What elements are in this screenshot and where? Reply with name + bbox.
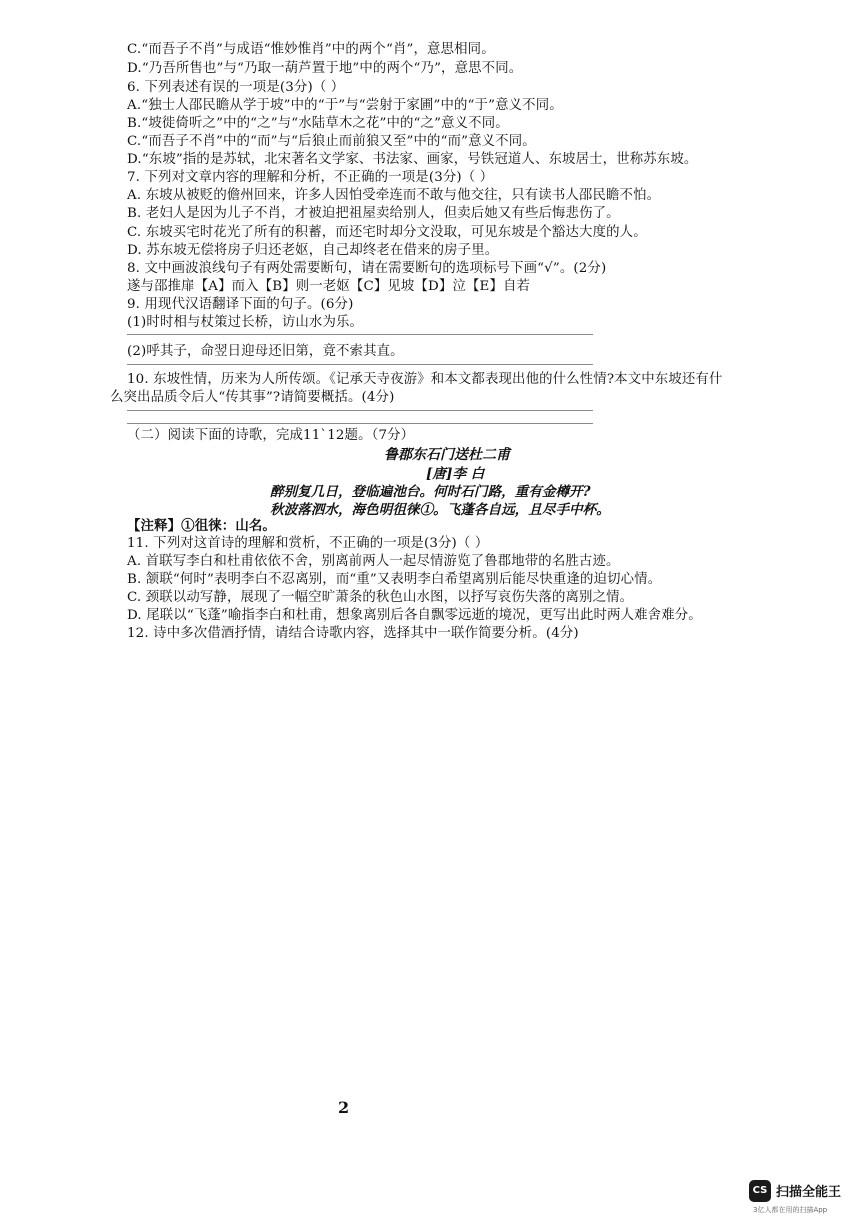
text-line: A. 首联写李白和杜甫依依不舍，别离前两人一起尽情游览了鲁郡地带的名胜古迹。 <box>127 554 620 569</box>
answer-line <box>127 410 593 411</box>
text-line: 遂与邵推扉【A】而入【B】则一老妪【C】见坡【D】泣【E】自若 <box>127 279 531 294</box>
text-line: (2)呼其子，命翌日迎母还旧第，竟不索其直。 <box>127 344 404 359</box>
text-line: C.“而吾子不肖”中的“而”与“后狼止而前狼又至”中的“而”意义不同。 <box>127 134 536 149</box>
question-8: 8. 文中画波浪线句子有两处需要断句，请在需要断句的选项标号下画“√”。(2分) <box>127 261 607 276</box>
text-line: D. 尾联以“飞蓬”喻指李白和杜甫，想象离别后各自飘零远逝的境况，更写出此时两人难舍难分。 <box>127 608 702 623</box>
answer-line <box>127 423 593 424</box>
text-line: C.“而吾子不肖”与成语“惟妙惟肖”中的两个“肖”，意思相同。 <box>127 42 495 57</box>
text-line: C. 东坡买宅时花光了所有的积蓄，而还宅时却分文没取，可见东坡是个豁达大度的人。 <box>127 225 647 240</box>
poem-author: [唐]李 白 <box>426 466 485 482</box>
text-line: 么突出品质令后人“传其事”?请简要概括。(4分) <box>110 390 395 405</box>
answer-line <box>127 364 593 365</box>
text-line: D. 苏东坡无偿将房子归还老妪，自己却终老在借来的房子里。 <box>127 243 499 258</box>
question-7: 7. 下列对文章内容的理解和分析，不正确的一项是(3分)（ ） <box>127 170 494 185</box>
question-11: 11. 下列对这首诗的理解和赏析，不正确的一项是(3分)（ ） <box>127 536 489 551</box>
poem-line: 秋波落泗水，海色明徂徕①。飞蓬各自远，且尽手中杯。 <box>270 502 610 518</box>
section-heading: （二）阅读下面的诗歌，完成11`12题。（7分） <box>127 428 415 443</box>
page-number: 2 <box>338 1098 350 1117</box>
scanner-watermark <box>749 1178 859 1218</box>
poem-title: 鲁郡东石门送杜二甫 <box>384 447 510 463</box>
text-line: B.“坡徙倚听之”中的“之”与“水陆草木之花”中的“之”意义不同。 <box>127 116 509 131</box>
text-line: A. 东坡从被贬的儋州回来，许多人因怕受牵连而不敢与他交往，只有读书人邵民瞻不怕。 <box>127 188 661 203</box>
question-6: 6. 下列表述有误的一项是(3分)（ ） <box>127 80 345 95</box>
answer-line <box>127 334 593 335</box>
text-line: B. 颔联“何时”表明李白不忍离别，而“重”又表明李白希望离别后能尽快重逢的迫切心情。 <box>127 572 662 587</box>
text-line: C. 颈联以动写静，展现了一幅空旷萧条的秋色山水图，以抒写哀伤失落的离别之情。 <box>127 590 634 605</box>
question-10: 10. 东坡性情，历来为人所传颂。《记承天寺夜游》和本文都表现出他的什么性情?本文中东坡还有什 <box>127 372 723 387</box>
question-12: 12. 诗中多次借酒抒情，请结合诗歌内容，选择其中一联作简要分析。(4分) <box>127 626 579 641</box>
scanner-app-name: 扫描全能王 <box>776 1185 842 1200</box>
scanner-logo-icon: CS <box>749 1180 771 1202</box>
text-line: (1)时时相与杖策过长桥，访山水为乐。 <box>127 315 364 330</box>
question-9: 9. 用现代汉语翻译下面的句子。(6分) <box>127 297 354 312</box>
text-line: D.“东坡”指的是苏轼，北宋著名文学家、书法家、画家，号铁冠道人、东坡居士，世称苏东坡。 <box>127 152 698 167</box>
text-line: D.“乃吾所售也”与“乃取一葫芦置于地”中的两个“乃”，意思不同。 <box>127 61 523 76</box>
annotation: 【注释】①徂徕：山名。 <box>127 518 276 534</box>
scanner-tagline: 3亿人都在用的扫描App <box>753 1206 828 1214</box>
poem-line: 醉别复几日，登临遍池台。何时石门路，重有金樽开? <box>270 484 591 500</box>
text-line: B. 老妇人是因为儿子不肖，才被迫把祖屋卖给别人，但卖后她又有些后悔悲伤了。 <box>127 206 620 221</box>
text-line: A.“独士人邵民瞻从学于坡”中的“于”与“尝射于家圃”中的“于”意义不同。 <box>127 98 563 113</box>
